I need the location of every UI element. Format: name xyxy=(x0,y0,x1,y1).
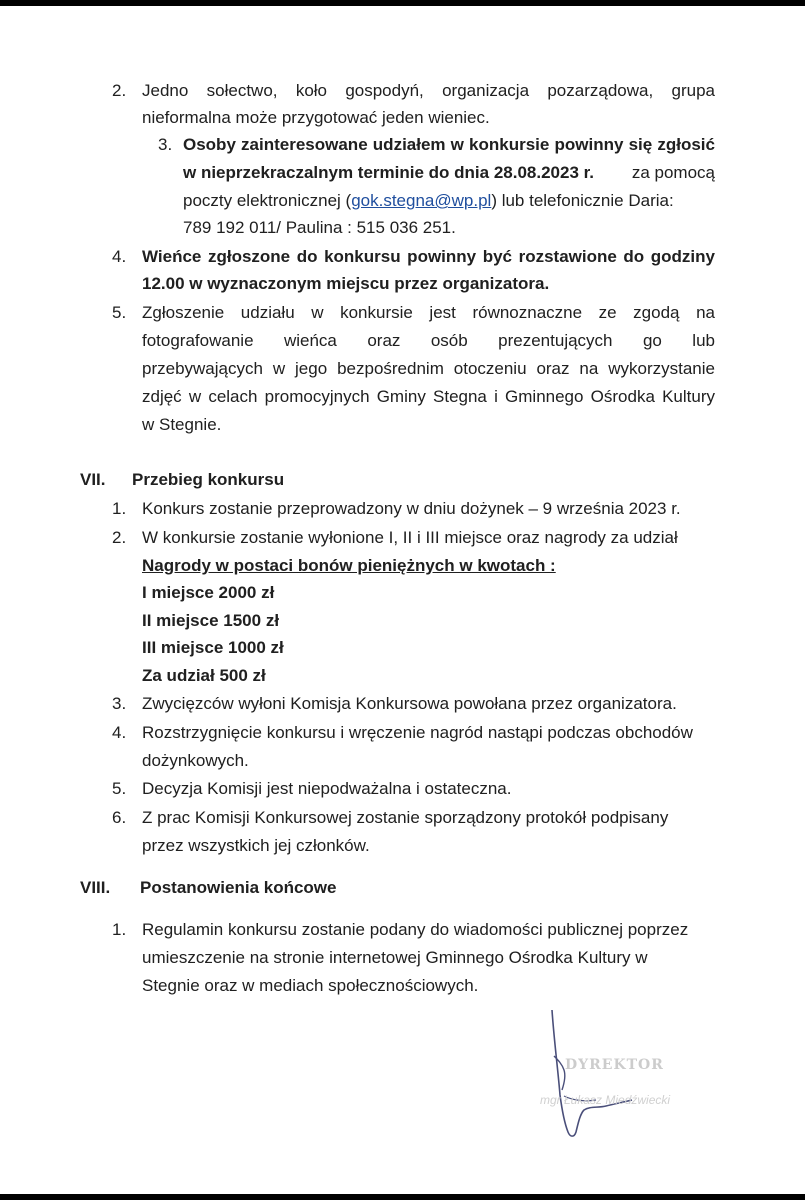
item-3-line-4: 789 192 011/ Paulina : 515 036 251. xyxy=(183,218,456,237)
s7-item-1: Konkurs zostanie przeprowadzony w dniu dożynek – 9 września 2023 r. xyxy=(142,499,681,518)
item-5-line-3: przebywających w jego bezpośrednim otoczeniu oraz na wykorzystanie xyxy=(142,359,715,378)
s7-item-6-line-1: Z prac Komisji Konkursowej zostanie sporządzony protokół podpisany xyxy=(142,808,669,827)
deadline-text: w nieprzekraczalnym terminie do dnia 28.08.2023 r. xyxy=(183,163,595,182)
list-number: 5. xyxy=(112,303,127,322)
s7-item-6-line-2: przez wszystkich jej członków. xyxy=(142,836,370,855)
item-3-line-3 xyxy=(183,189,674,213)
item-2-line-1: Jedno sołectwo, koło gospodyń, organizacja pozarządowa, grupa xyxy=(142,81,715,100)
list-number: 2. xyxy=(112,81,127,100)
prize-2: II miejsce 1500 zł xyxy=(142,611,280,630)
list-number: 3. xyxy=(112,694,127,713)
item-2-line-2: nieformalna może przygotować jeden wieniec. xyxy=(142,108,490,127)
item-3-text: ) lub telefonicznie Daria: xyxy=(491,191,674,210)
email-link[interactable]: gok.stegna@wp.pl xyxy=(351,191,492,210)
section-number: VII. xyxy=(80,470,106,489)
stamp-name: mgr Łukasz Miedźwiecki xyxy=(540,1093,671,1107)
section-number: VIII. xyxy=(80,878,111,897)
s7-item-4-line-1: Rozstrzygnięcie konkursu i wręczenie nagród nastąpi podczas obchodów xyxy=(142,723,693,742)
s7-item-5: Decyzja Komisji jest niepodważalna i ostateczna. xyxy=(142,779,512,798)
item-4-line-1: Wieńce zgłoszone do konkursu powinny być rozstawione do godziny xyxy=(142,247,715,266)
s8-item-1-line-2: umieszczenie na stronie internetowej Gminnego Ośrodka Kultury w xyxy=(142,948,648,967)
s7-item-4-line-2: dożynkowych. xyxy=(142,751,249,770)
prize-1: I miejsce 2000 zł xyxy=(142,583,275,602)
list-number: 4. xyxy=(112,723,127,742)
item-5-line-4: zdjęć w celach promocyjnych Gminy Stegna i Gminnego Ośrodka Kultury xyxy=(142,387,715,406)
list-number: 2. xyxy=(112,528,127,547)
document-page xyxy=(0,6,805,1194)
list-number: 6. xyxy=(112,808,127,827)
item-3-line-2-rest: za pomocą xyxy=(631,163,715,182)
item-3-text: poczty elektronicznej ( xyxy=(183,191,352,210)
prizes-header: Nagrody w postaci bonów pieniężnych w kwotach : xyxy=(142,556,556,575)
item-5-line-1: Zgłoszenie udziału w konkursie jest równoznaczne ze zgodą na xyxy=(142,303,715,322)
s7-item-3: Zwycięzców wyłoni Komisja Konkursowa powołana przez organizatora. xyxy=(142,694,677,713)
list-number: 4. xyxy=(112,247,127,266)
s7-item-2: W konkursie zostanie wyłonione I, II i III miejsce oraz nagrody za udział xyxy=(142,528,678,547)
handwritten-signature xyxy=(540,1010,740,1150)
list-number: 1. xyxy=(112,499,127,518)
prize-3: III miejsce 1000 zł xyxy=(142,638,284,657)
list-number: 5. xyxy=(112,779,127,798)
s8-item-1-line-1: Regulamin konkursu zostanie podany do wiadomości publicznej poprzez xyxy=(142,920,689,939)
list-number: 3. xyxy=(158,135,173,154)
stamp-title: DYREKTOR xyxy=(565,1057,664,1073)
item-5-line-5: w Stegnie. xyxy=(142,415,222,434)
s8-item-1-line-3: Stegnie oraz w mediach społecznościowych. xyxy=(142,976,479,995)
item-3-line-1: Osoby zainteresowane udziałem w konkursie powinny się zgłosić xyxy=(183,135,715,154)
list-number: 1. xyxy=(112,920,127,939)
section-8-heading: Postanowienia końcowe xyxy=(140,878,337,897)
section-7-heading: Przebieg konkursu xyxy=(132,470,285,489)
item-5-line-2: fotografowanie wieńca oraz osób prezentujących go lub xyxy=(142,331,715,350)
item-3-line-2 xyxy=(183,161,715,185)
item-4-line-2: 12.00 w wyznaczonym miejscu przez organizatora. xyxy=(142,274,550,293)
prize-participation: Za udział 500 zł xyxy=(142,666,266,685)
